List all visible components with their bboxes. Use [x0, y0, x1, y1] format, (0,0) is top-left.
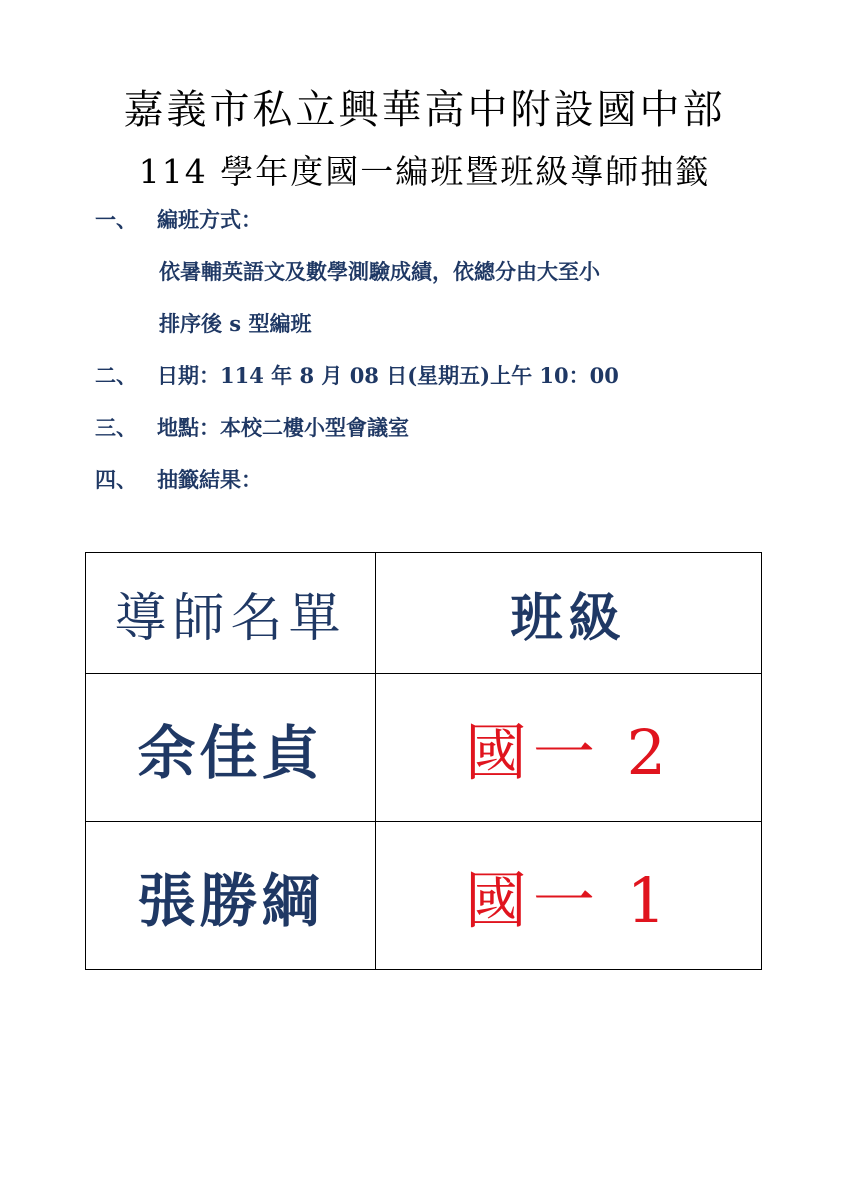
teacher-name-cell: 余佳貞 — [86, 674, 376, 822]
header-class: 班級 — [376, 553, 762, 674]
teacher-name-cell: 張勝綱 — [86, 822, 376, 970]
section-text: 日期：114 年 8 月 08 日(星期五)上午 10：00 — [157, 363, 619, 388]
section-text: 抽籤結果： — [157, 467, 262, 492]
section-number: 四、 — [95, 467, 137, 492]
section-text: 地點：本校二樓小型會議室 — [157, 415, 409, 440]
section-location — [95, 413, 795, 465]
section-number: 二、 — [95, 363, 137, 388]
class-cell: 國一 1 — [376, 822, 762, 970]
section-results — [95, 465, 795, 517]
section-text: 編班方式： — [157, 207, 262, 232]
section-number: 一、 — [95, 207, 137, 232]
class-cell: 國一 2 — [376, 674, 762, 822]
table-row — [86, 674, 762, 822]
document-subtitle: 114 學年度國一編班暨班級導師抽籤 — [138, 152, 711, 191]
announcement-sections — [95, 205, 795, 517]
section-method — [95, 205, 795, 257]
draw-results-table — [85, 552, 762, 970]
school-title: 嘉義市私立興華高中附設國中部 — [123, 87, 726, 133]
section-text: 依暑輔英語文及數學測驗成績，依總分由大至小 — [159, 259, 600, 284]
section-method-detail-line-1 — [95, 257, 795, 309]
table-header-row — [86, 553, 762, 674]
section-number: 三、 — [95, 415, 137, 440]
section-text: 排序後 s 型編班 — [159, 311, 312, 336]
table-row — [86, 822, 762, 970]
section-method-detail-line-2 — [95, 309, 795, 361]
section-date — [95, 361, 795, 413]
header-teacher-list: 導師名單 — [86, 553, 376, 674]
